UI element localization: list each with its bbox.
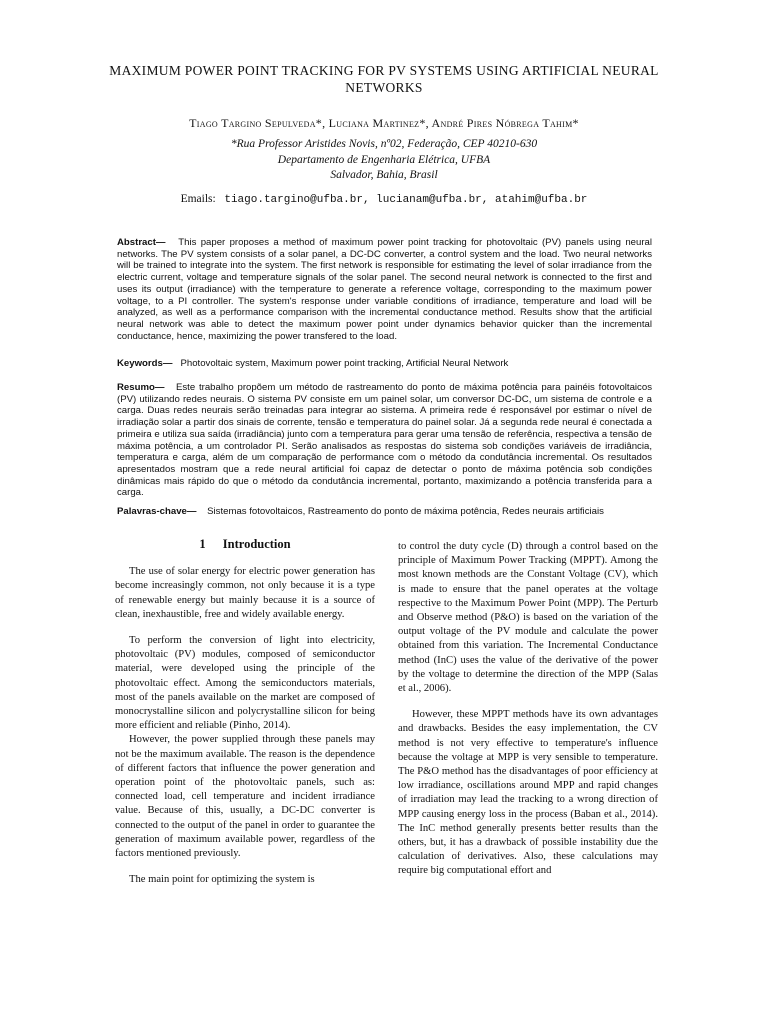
keywords	[117, 358, 652, 370]
keywords-label: Keywords—	[117, 358, 173, 369]
author-emails	[60, 193, 708, 206]
section-title: Introduction	[222, 537, 291, 551]
email-addresses: tiago.targino@ufba.br, lucianam@ufba.br, atahim@ufba.br	[224, 194, 588, 206]
section-heading	[115, 537, 375, 551]
affiliation-city: Salvador, Bahia, Brasil	[330, 169, 438, 181]
palavras-text: Sistemas fotovoltaicos, Rastreamento do ponto de máxima potência, Redes neurais artificiais	[207, 506, 604, 517]
paragraph: To perform the conversion of light into electricity, photovoltaic (PV) modules, composed of semiconductor material, were developed using the principle of the photovoltaic effect. Among the semiconductors materials, most of the panels available on the market are composed of monocrystalline silicon and polycrystalline silicon for being more efficient and reliable (Pinho, 2014).	[115, 635, 375, 732]
section-number: 1	[199, 537, 206, 551]
paragraph: However, these MPPT methods have its own advantages and drawbacks. Besides the easy implementation, the CV method is not very effective to temperature's influence because the voltage at MPP is very sensible to temperature. The P&O method has the disadvantages of poor efficiency at low irradiance, oscillations around MPP and rapid changes of irradiation may lead the tracking to a wrong direction of MPP causing energy loss in the process (Baban et al., 2014). The InC method generally presents better results than the others, but, it has a drawback of possible instability due the calculation of derivatives. Also, these calculations may require big computational effort and	[398, 709, 658, 877]
paper-title: MAXIMUM POWER POINT TRACKING FOR PV SYSTEMS USING ARTIFICIAL NEURAL NETWORKS	[109, 63, 659, 95]
keywords-text: Photovoltaic system, Maximum power point tracking, Artificial Neural Network	[180, 358, 509, 369]
affiliation-address: *Rua Professor Aristides Novis, nº02, Federação, CEP 40210-630	[230, 138, 538, 150]
resumo-label: Resumo—	[117, 382, 165, 393]
palavras-label: Palavras-chave—	[117, 506, 197, 517]
paragraph: However, the power supplied through these panels may not be the maximum available. The reason is the dependence of different factors that influence the power generation and operation point of the photovoltaic panels, such as: connected load, cell temperature and incident irradiance value. Because of this, usually, a DC-DC converter is connected to the output of the panel in order to guarantee the generation of maximum available power, regardless of the factors mentioned previously.	[115, 734, 375, 860]
left-column	[115, 537, 375, 887]
abstract-label: Abstract—	[117, 237, 166, 248]
paragraph: The use of solar energy for electric power generation has become increasingly common, not only because it is a type of renewable energy but mainly because it is a source of clean, inexhaustible, free and widely available energy.	[115, 566, 375, 620]
palavras-chave	[117, 506, 652, 518]
paragraph: to control the duty cycle (D) through a control based on the principle of Maximum Power Tracking (MPPT). Among the most known methods are the Constant Voltage (CV), which is made to ensure that the panel operates at the voltage respective to the Maximum Power Point (MPP). The Perturb and Observe method (P&O) is based on the variation of the output voltage of the PV module and calculate the power obtained from this variation. The Incremental Conductance method (InC) uses the value of the derivative of the power by the voltage to determine the direction of the MPP (Salas et al., 2006).	[398, 541, 658, 695]
right-column	[398, 540, 658, 879]
resumo	[117, 382, 652, 499]
resumo-text: Este trabalho propõem um método de rastreamento do ponto de máxima potência para painéis fotovoltaicos (PV) utilizando redes neurais. O sistema PV consiste em um painel solar, um conversor DC-DC, um sistema de controle e a carga. Duas redes neurais serão treinadas para integrar ao sistema. A primeira rede é responsável por estimar o nível de irradiação solar a partir dos sinais de corrente, tensão e temperatura do painel solar. Já a segunda rede neural é conectada a primeira e utiliza sua saída (irradiância) junto com a temperatura para gerar uma tensão de referência, respectiva a tensão de máxima potência, a um controlador PI. Serão analisados as respostas do sistema sob condições variáveis de irradiância, temperatura e carga, além de um comparação de performance com o método da condutância incremental. Os resultados apresentados mostram que a rede neural artificial foi capaz de detectar o ponto de máxima potência sob condições dinâmicas mais rápido do que o método da condutância incremental, portanto, maximizando a potência transferida para a carga.	[117, 382, 652, 499]
author-list: Tiago Targino Sepulveda*, Luciana Martinez*, André Pires Nóbrega Tahim*	[189, 116, 579, 130]
abstract-text: This paper proposes a method of maximum power point tracking for photovoltaic (PV) panels using neural networks. The PV system consists of a solar panel, a DC-DC converter, a control system and the load. Two neural networks will be trained to integrate into the system. The first network is responsible for estimating the level of solar irradiance from the electric current, voltage and temperature signals of the solar panel. The second neural network is connected to the first and uses its output (irradiance) with the temperature to generate a reference voltage, corresponding to the maximum power voltage, to a PI controller. The system's response under variable conditions of irradiance, temperature and load will be analyzed, as well as a performance comparison with the incremental conductance method. Results show that the artificial neural network was able to detect the maximum power point under dynamics behavior quicker than the incremental conductance, hence, maximizing the power transfered to the load.	[117, 237, 652, 342]
abstract	[117, 237, 652, 342]
affiliation	[120, 137, 648, 184]
affiliation-department: Departamento de Engenharia Elétrica, UFBA	[277, 153, 491, 166]
paragraph: The main point for optimizing the system is	[129, 874, 315, 886]
emails-label: Emails:	[180, 193, 216, 205]
